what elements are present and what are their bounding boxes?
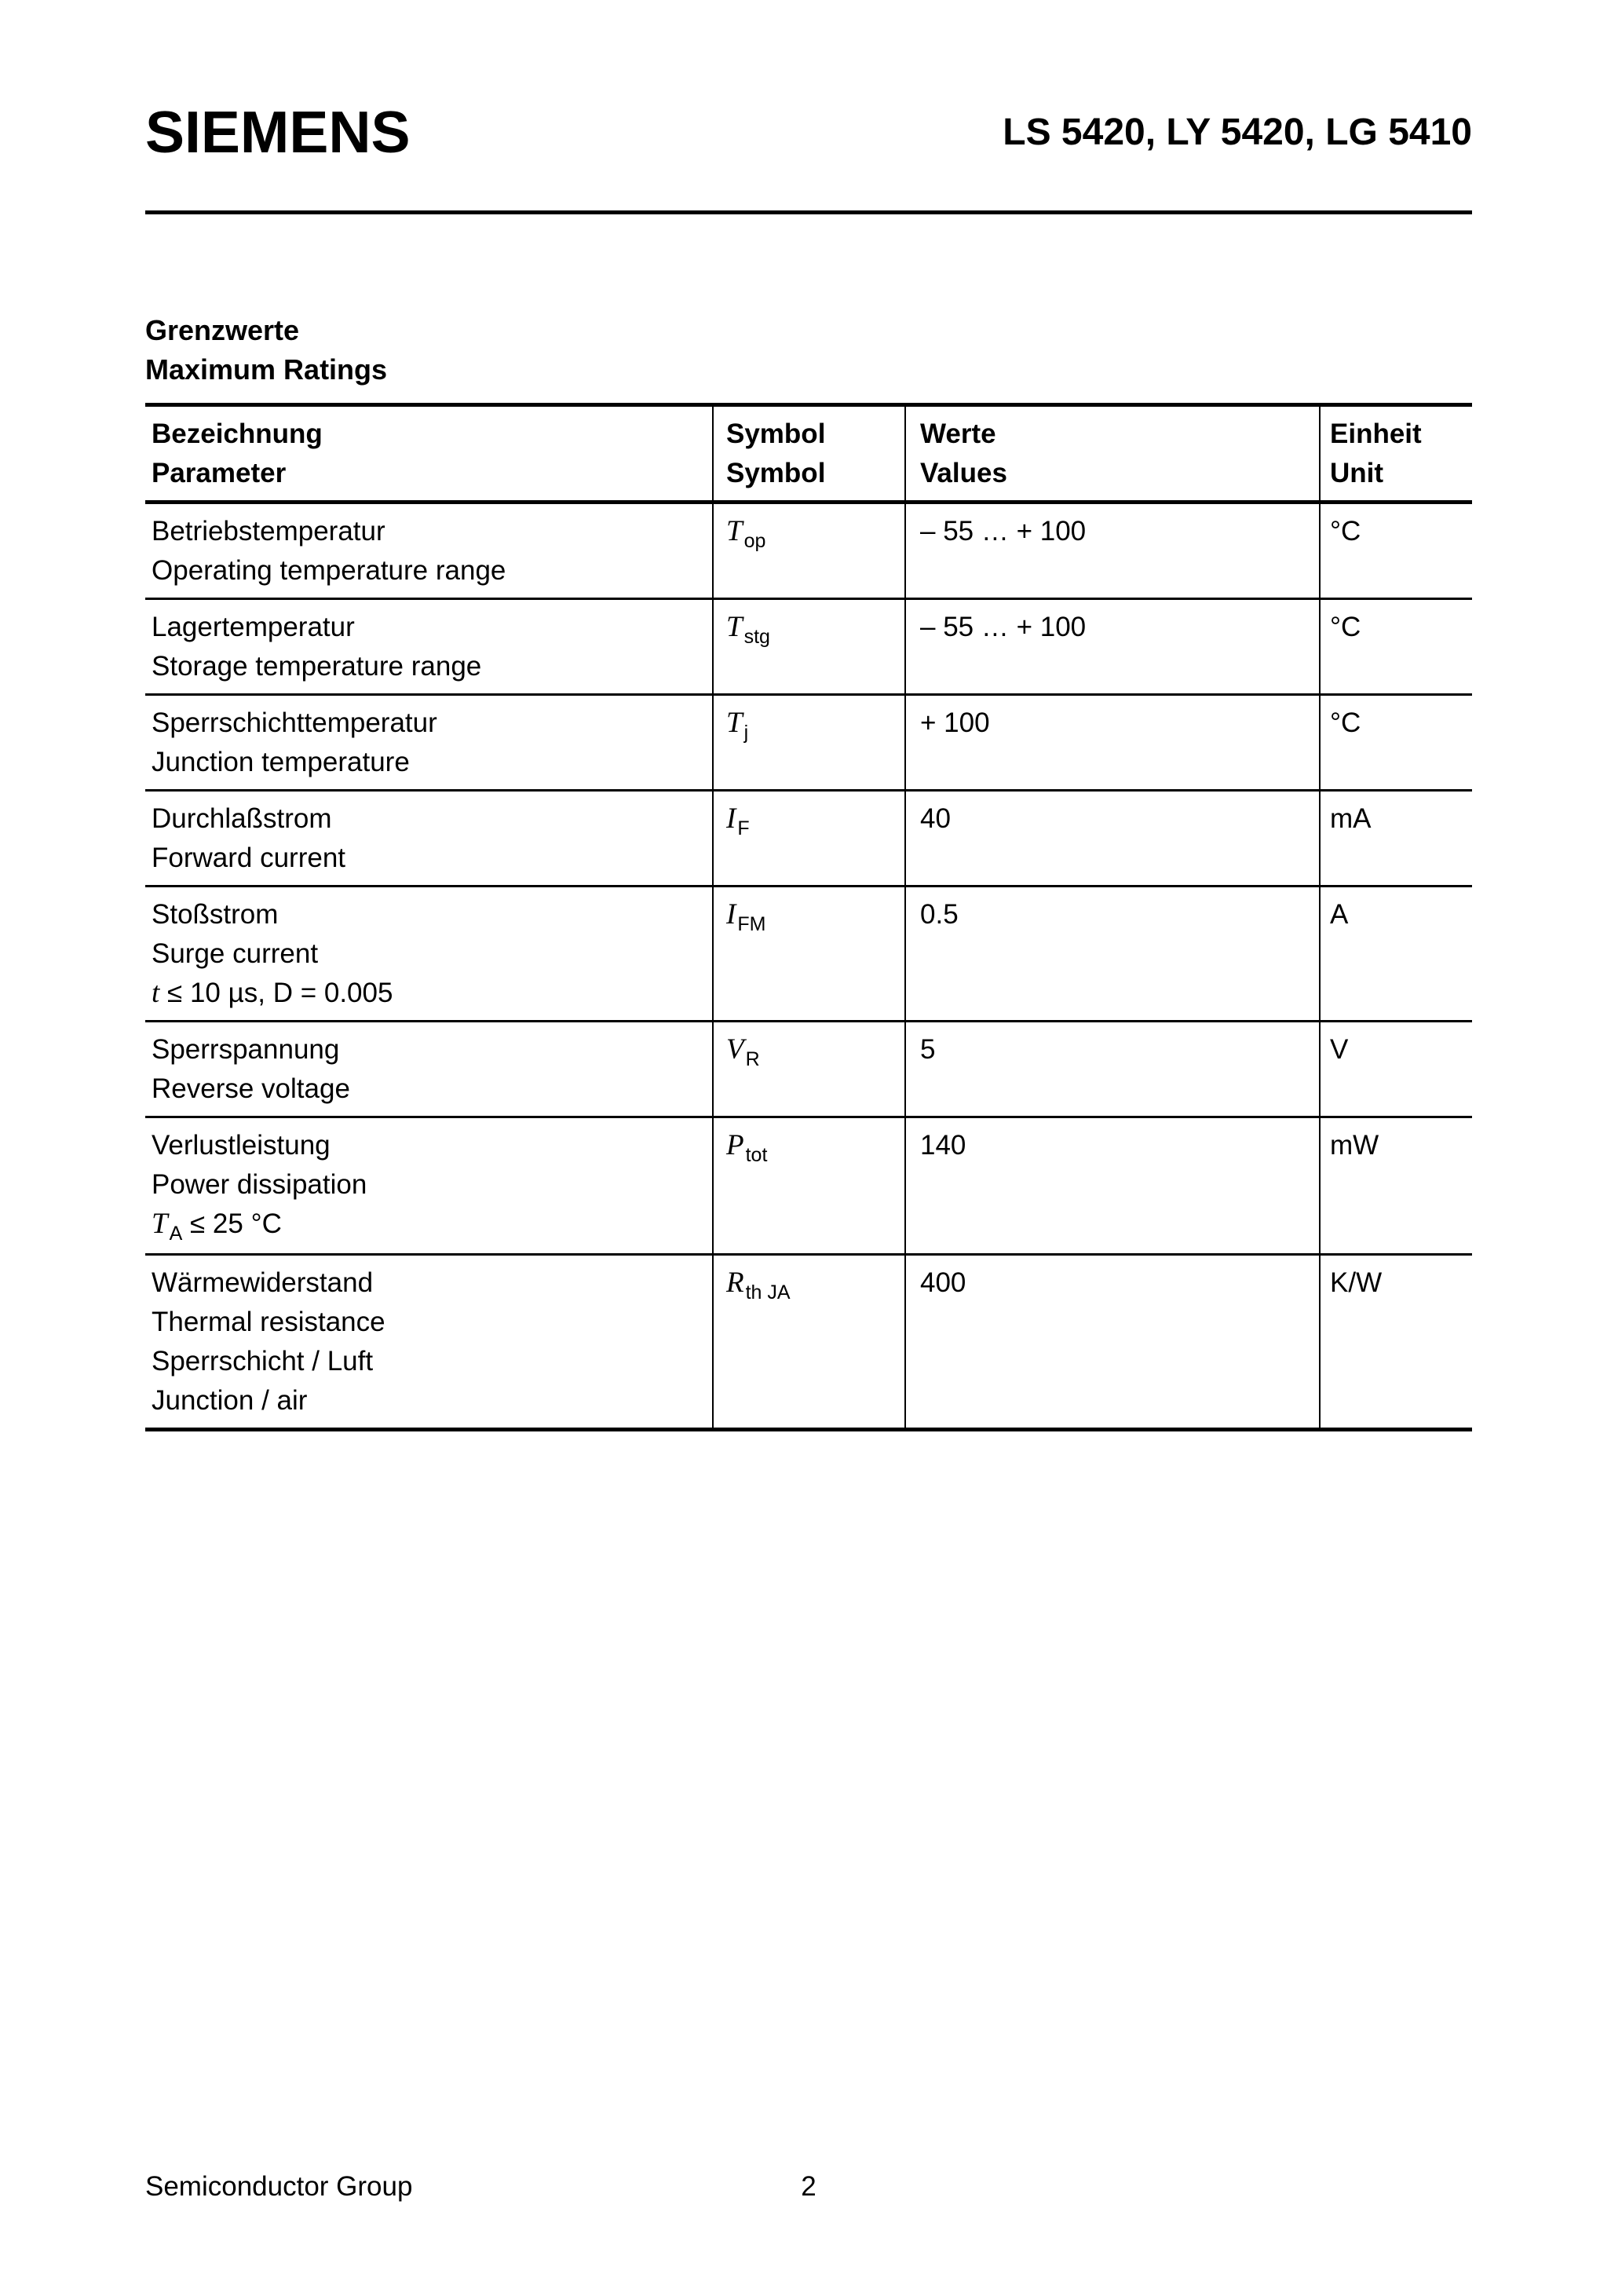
parameter-cell bbox=[145, 1022, 712, 1116]
parameter-cell bbox=[145, 1256, 712, 1428]
text-segment: T bbox=[726, 515, 743, 547]
text-segment: ≤ 10 µs, D = 0.005 bbox=[159, 978, 393, 1008]
text-segment: Sperrschicht / Luft bbox=[152, 1346, 374, 1377]
header-rule bbox=[145, 210, 1472, 214]
symbol-cell bbox=[712, 1022, 904, 1116]
value-cell: + 100 bbox=[904, 696, 1319, 789]
text-segment: Lagertemperatur bbox=[152, 612, 355, 642]
section-title-de: Grenzwerte bbox=[145, 314, 300, 346]
column-header-values bbox=[904, 407, 1319, 500]
parameter-line bbox=[152, 743, 704, 782]
column-header-symbol-de: Symbol bbox=[726, 419, 826, 449]
column-header-parameter-de: Bezeichnung bbox=[152, 419, 323, 449]
symbol-cell bbox=[712, 600, 904, 693]
table-row bbox=[145, 1256, 1472, 1431]
text-segment: stg bbox=[743, 626, 770, 648]
parameter-line bbox=[152, 1030, 704, 1069]
text-segment: Reverse voltage bbox=[152, 1073, 350, 1104]
parameter-line bbox=[152, 1263, 704, 1303]
parameter-line bbox=[152, 799, 704, 839]
text-segment: Sperrspannung bbox=[152, 1034, 340, 1065]
value-cell: 5 bbox=[904, 1022, 1319, 1116]
text-segment: Junction temperature bbox=[152, 747, 410, 777]
text-segment: j bbox=[743, 722, 749, 744]
text-segment: F bbox=[737, 817, 750, 839]
text-segment: Sperrschichttemperatur bbox=[152, 707, 437, 738]
table-row bbox=[145, 1022, 1472, 1118]
table-header-row bbox=[145, 407, 1472, 504]
text-segment: Junction / air bbox=[152, 1385, 308, 1416]
parameter-line bbox=[152, 1381, 704, 1420]
column-header-symbol bbox=[712, 407, 904, 500]
text-segment: tot bbox=[745, 1144, 768, 1166]
footer-group-name: Semiconductor Group bbox=[145, 2171, 413, 2202]
parameter-line bbox=[152, 1165, 704, 1205]
unit-cell: °C bbox=[1319, 600, 1472, 693]
parameter-line bbox=[152, 1126, 704, 1165]
column-header-parameter-en: Parameter bbox=[152, 458, 287, 488]
table-rows bbox=[145, 504, 1472, 1431]
column-header-parameter bbox=[145, 407, 712, 500]
text-segment: P bbox=[726, 1129, 744, 1161]
unit-cell: mW bbox=[1319, 1118, 1472, 1253]
text-segment: T bbox=[726, 611, 743, 643]
table-row bbox=[145, 696, 1472, 792]
column-header-values-de: Werte bbox=[920, 419, 996, 449]
unit-cell: mA bbox=[1319, 792, 1472, 885]
text-segment: Power dissipation bbox=[152, 1169, 367, 1200]
unit-cell: °C bbox=[1319, 696, 1472, 789]
text-segment: I bbox=[726, 898, 736, 930]
section-title bbox=[145, 311, 387, 389]
text-segment: T bbox=[726, 707, 743, 739]
text-segment: op bbox=[743, 530, 766, 552]
page-title: LS 5420, LY 5420, LG 5410 bbox=[1003, 112, 1472, 153]
text-segment: Betriebstemperatur bbox=[152, 516, 385, 547]
parameter-line bbox=[152, 551, 704, 590]
parameter-line bbox=[152, 512, 704, 551]
text-segment: Verlustleistung bbox=[152, 1130, 331, 1161]
parameter-line bbox=[152, 704, 704, 743]
text-segment: A bbox=[169, 1223, 183, 1245]
table-row bbox=[145, 1118, 1472, 1256]
parameter-cell bbox=[145, 887, 712, 1020]
value-cell: 400 bbox=[904, 1256, 1319, 1428]
parameter-line bbox=[152, 1205, 704, 1246]
column-header-symbol-en: Symbol bbox=[726, 458, 826, 488]
text-segment: V bbox=[726, 1033, 744, 1066]
value-cell: 40 bbox=[904, 792, 1319, 885]
parameter-cell bbox=[145, 792, 712, 885]
parameter-cell bbox=[145, 1118, 712, 1253]
table-row bbox=[145, 600, 1472, 696]
symbol-cell bbox=[712, 696, 904, 789]
section-title-en: Maximum Ratings bbox=[145, 353, 388, 386]
parameter-cell bbox=[145, 504, 712, 598]
column-header-unit bbox=[1319, 407, 1472, 500]
text-segment: Durchlaßstrom bbox=[152, 803, 332, 834]
value-cell: – 55 … + 100 bbox=[904, 504, 1319, 598]
table-row bbox=[145, 504, 1472, 600]
text-segment: Stoßstrom bbox=[152, 899, 279, 930]
text-segment: R bbox=[726, 1267, 744, 1299]
text-segment: th JA bbox=[745, 1281, 791, 1303]
unit-cell: V bbox=[1319, 1022, 1472, 1116]
text-segment: t bbox=[152, 977, 160, 1009]
unit-cell: A bbox=[1319, 887, 1472, 1020]
siemens-logo: SIEMENS bbox=[145, 99, 411, 165]
parameter-line bbox=[152, 1342, 704, 1381]
text-segment: T bbox=[152, 1208, 168, 1240]
parameter-line bbox=[152, 839, 704, 878]
column-header-values-en: Values bbox=[920, 458, 1007, 488]
parameter-line bbox=[152, 647, 704, 686]
text-segment: Thermal resistance bbox=[152, 1307, 385, 1337]
symbol-cell bbox=[712, 887, 904, 1020]
table-row bbox=[145, 887, 1472, 1022]
parameter-line bbox=[152, 1069, 704, 1109]
text-segment: Surge current bbox=[152, 938, 319, 969]
symbol-cell bbox=[712, 792, 904, 885]
column-header-unit-en: Unit bbox=[1330, 458, 1384, 488]
parameter-line bbox=[152, 1303, 704, 1342]
page-number: 2 bbox=[801, 2171, 816, 2202]
text-segment: Wärmewiderstand bbox=[152, 1267, 374, 1298]
text-segment: Operating temperature range bbox=[152, 555, 506, 586]
unit-cell: °C bbox=[1319, 504, 1472, 598]
maximum-ratings-table bbox=[145, 403, 1472, 1431]
parameter-line bbox=[152, 974, 704, 1013]
symbol-cell bbox=[712, 1256, 904, 1428]
text-segment: R bbox=[745, 1048, 760, 1070]
symbol-cell bbox=[712, 504, 904, 598]
text-segment: FM bbox=[737, 913, 766, 935]
parameter-cell bbox=[145, 600, 712, 693]
text-segment: I bbox=[726, 803, 736, 835]
parameter-line bbox=[152, 608, 704, 647]
value-cell: – 55 … + 100 bbox=[904, 600, 1319, 693]
text-segment: Storage temperature range bbox=[152, 651, 482, 682]
text-segment: ≤ 25 °C bbox=[182, 1208, 282, 1239]
parameter-line bbox=[152, 895, 704, 934]
symbol-cell bbox=[712, 1118, 904, 1253]
value-cell: 140 bbox=[904, 1118, 1319, 1253]
table-row bbox=[145, 792, 1472, 887]
text-segment: Forward current bbox=[152, 843, 346, 873]
page-header bbox=[145, 101, 1472, 179]
value-cell: 0.5 bbox=[904, 887, 1319, 1020]
column-header-unit-de: Einheit bbox=[1330, 419, 1422, 449]
parameter-line bbox=[152, 934, 704, 974]
unit-cell: K/W bbox=[1319, 1256, 1472, 1428]
parameter-cell bbox=[145, 696, 712, 789]
